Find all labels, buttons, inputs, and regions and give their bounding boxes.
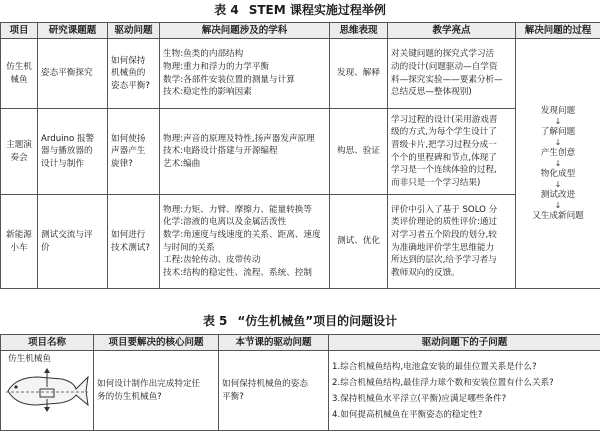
question-line: 如何使扬 <box>111 133 146 144</box>
arrow-down-icon: ↓ <box>554 200 562 210</box>
core-question-line: 务的仿生机械鱼? <box>97 391 162 402</box>
table4-header-project: 项目 <box>1 23 38 39</box>
highlights-cell <box>388 195 516 289</box>
table5-header-driving-question: 本节课的驱动问题 <box>219 335 329 351</box>
table4-header-highlights: 教学亮点 <box>388 23 516 39</box>
table5-caption-number: 表 5 <box>202 314 228 328</box>
highlight-line: 评价中引入了基于 SOLO 分 <box>391 204 498 215</box>
project-cell <box>1 195 38 289</box>
arrow-down-icon: ↓ <box>554 179 562 189</box>
sub-question: 3.保持机械鱼水平浮立(平衡)应满足哪些条件? <box>332 393 507 404</box>
table4-header-topic: 研究课题题 <box>38 23 108 39</box>
project-line: 新能源 <box>6 229 32 240</box>
question-cell <box>108 109 160 195</box>
topic-line: Arduino 报警 <box>41 133 95 144</box>
topic-line: 器与播放器的 <box>41 146 93 157</box>
highlight-line: 而非只是一个学习结果) <box>391 177 481 188</box>
table4-header-row <box>1 23 600 39</box>
table4-row <box>1 195 600 289</box>
subject-line: 技术:结构的稳定性、流程、系统、控制 <box>163 267 312 278</box>
subject-line: 技术:稳定性的影响因素 <box>163 87 252 98</box>
subject-line: 与时间的关系 <box>163 242 215 253</box>
project-cell <box>1 109 38 195</box>
process-flow <box>519 106 597 222</box>
sub-question: 1.综合机械鱼结构,电池盒安装的最佳位置关系是什么? <box>332 361 537 372</box>
robotic-fish-figure <box>4 365 90 415</box>
subject-line: 生物:鱼类的内部结构 <box>163 49 244 60</box>
project-line: 主题演 <box>6 139 32 150</box>
highlights-cell <box>388 39 516 109</box>
thinking-cell: 发现、解释 <box>330 39 388 109</box>
process-step: 测试改进 <box>540 189 576 200</box>
core-question-cell <box>94 351 219 431</box>
process-cell <box>516 39 600 289</box>
sub-question: 2.综合机械鱼结构,最佳浮力球个数和安装位置有什么关系? <box>332 377 554 388</box>
highlight-line: 学习是一个连续体验的过程, <box>391 165 497 176</box>
highlight-line: 对关键问题的探究式学习活 <box>391 49 495 60</box>
subject-line: 物理:重力和浮力的力学平衡 <box>163 61 270 72</box>
highlight-line: 动的设计(问题驱动—自学资 <box>391 61 498 72</box>
highlight-line: 教师双向的反馈。 <box>391 267 460 278</box>
process-step: 物化成型 <box>540 168 576 179</box>
subject-line: 化学:溶液的电离以及金属活泼性 <box>163 217 287 228</box>
subject-line: 艺术:编曲 <box>163 158 201 169</box>
table5-header-row <box>1 335 600 351</box>
table4 <box>0 22 600 289</box>
sub-questions-cell <box>329 351 600 431</box>
question-cell <box>108 39 160 109</box>
highlight-line: 总结反思—整体视别) <box>391 87 472 98</box>
process-step: 了解问题 <box>540 126 576 137</box>
process-step: 发现问题 <box>540 105 576 116</box>
driving-question-line: 如何保持机械鱼的姿态 <box>222 378 308 389</box>
table4-header-question: 驱动问题 <box>108 23 160 39</box>
subject-line: 物理:声音的原理及特性,扬声器发声原理 <box>163 133 315 144</box>
highlight-line: 所达到的层次,给予学习者与 <box>391 255 497 266</box>
highlight-line: 级的方式,为每个学生设计了 <box>391 127 497 138</box>
topic-line: 测试交流与评 <box>41 229 93 240</box>
project-name-cell <box>1 351 94 431</box>
table4-row <box>1 109 600 195</box>
table5-header-core-question: 项目要解决的核心问题 <box>94 335 219 351</box>
arrow-down-icon: ↓ <box>554 116 562 126</box>
question-line: 机械鱼的 <box>111 68 146 79</box>
question-line: 如何进行 <box>111 229 146 240</box>
table5-header-sub-questions: 驱动问题下的子问题 <box>329 335 600 351</box>
driving-question-line: 平衡? <box>222 391 244 402</box>
topic-line: 姿态平衡探究 <box>41 68 93 79</box>
table5-header-project: 项目名称 <box>1 335 94 351</box>
project-cell <box>1 39 38 109</box>
project-line: 小车 <box>10 242 28 253</box>
arrow-down-icon: ↓ <box>554 137 562 147</box>
table5 <box>0 334 600 431</box>
topic-cell <box>38 195 108 289</box>
table4-caption-number: 表 4 <box>214 3 239 17</box>
driving-question-cell <box>219 351 329 431</box>
subjects-cell <box>160 109 330 195</box>
subject-line: 工程:齿轮传动、皮带传动 <box>163 255 261 266</box>
project-name: 仿生机械鱼 <box>8 354 51 364</box>
highlights-cell <box>388 109 516 195</box>
question-line: 如何保持 <box>111 55 146 66</box>
sub-question: 4.如何提高机械鱼在平衡姿态的稳定性? <box>332 409 483 420</box>
table5-row <box>1 351 600 431</box>
subjects-cell <box>160 39 330 109</box>
thinking-cell: 测试、优化 <box>330 195 388 289</box>
table4-caption <box>0 1 600 19</box>
question-line: 姿态平衡? <box>111 80 150 91</box>
highlight-line: 对学习者五个阶段的划分,较 <box>391 229 497 240</box>
subjects-cell <box>160 195 330 289</box>
table5-caption-text: “仿生机械鱼”项目的问题设计 <box>237 314 398 328</box>
table4-header-subjects: 解决问题涉及的学科 <box>160 23 330 39</box>
topic-line: 设计与制作 <box>41 158 84 169</box>
question-cell <box>108 195 160 289</box>
highlight-line: 晋级卡片,把学习过程分成一 <box>391 139 497 150</box>
question-line: 声器产生 <box>111 146 146 157</box>
highlight-line: 为准确地评价学生思维能力 <box>391 242 495 253</box>
topic-cell <box>38 39 108 109</box>
table4-row <box>1 39 600 109</box>
core-question-line: 如何设计制作出完成特定任 <box>97 378 201 389</box>
topic-line: 价 <box>41 242 50 253</box>
table4-header-process: 解决问题的过程 <box>516 23 600 39</box>
project-line: 械鱼 <box>10 74 28 85</box>
subject-line: 数学:角速度与线速度的关系、距离、速度 <box>163 229 321 240</box>
highlight-line: 学习过程的设计(采用游戏晋 <box>391 114 498 125</box>
highlight-line: 个个的里程碑和节点,体现了 <box>391 152 497 163</box>
project-line: 奏会 <box>10 152 28 163</box>
subject-line: 物理:力矩、力臂、摩擦力、能量转换等 <box>163 204 312 215</box>
table4-header-thinking: 思维表现 <box>330 23 388 39</box>
project-line: 仿生机 <box>6 61 32 72</box>
table5-caption <box>0 312 600 330</box>
subject-line: 数学:各部件安装位置的测量与计算 <box>163 74 295 85</box>
table4-caption-text: STEM 课程实施过程举例 <box>248 3 386 17</box>
arrow-down-icon: ↓ <box>554 158 562 168</box>
process-step: 又生成新问题 <box>532 210 584 221</box>
subject-line: 技术:电路设计搭建与开源编程 <box>163 146 278 157</box>
topic-cell <box>38 109 108 195</box>
highlight-line: 类评价理论的质性评价:通过 <box>391 217 498 228</box>
thinking-cell: 构思、验证 <box>330 109 388 195</box>
question-line: 旋律? <box>111 158 133 169</box>
question-line: 技术测试? <box>111 242 150 253</box>
highlight-line: 料—探究实验——要素分析— <box>391 74 503 85</box>
process-step: 产生创意 <box>540 147 576 158</box>
